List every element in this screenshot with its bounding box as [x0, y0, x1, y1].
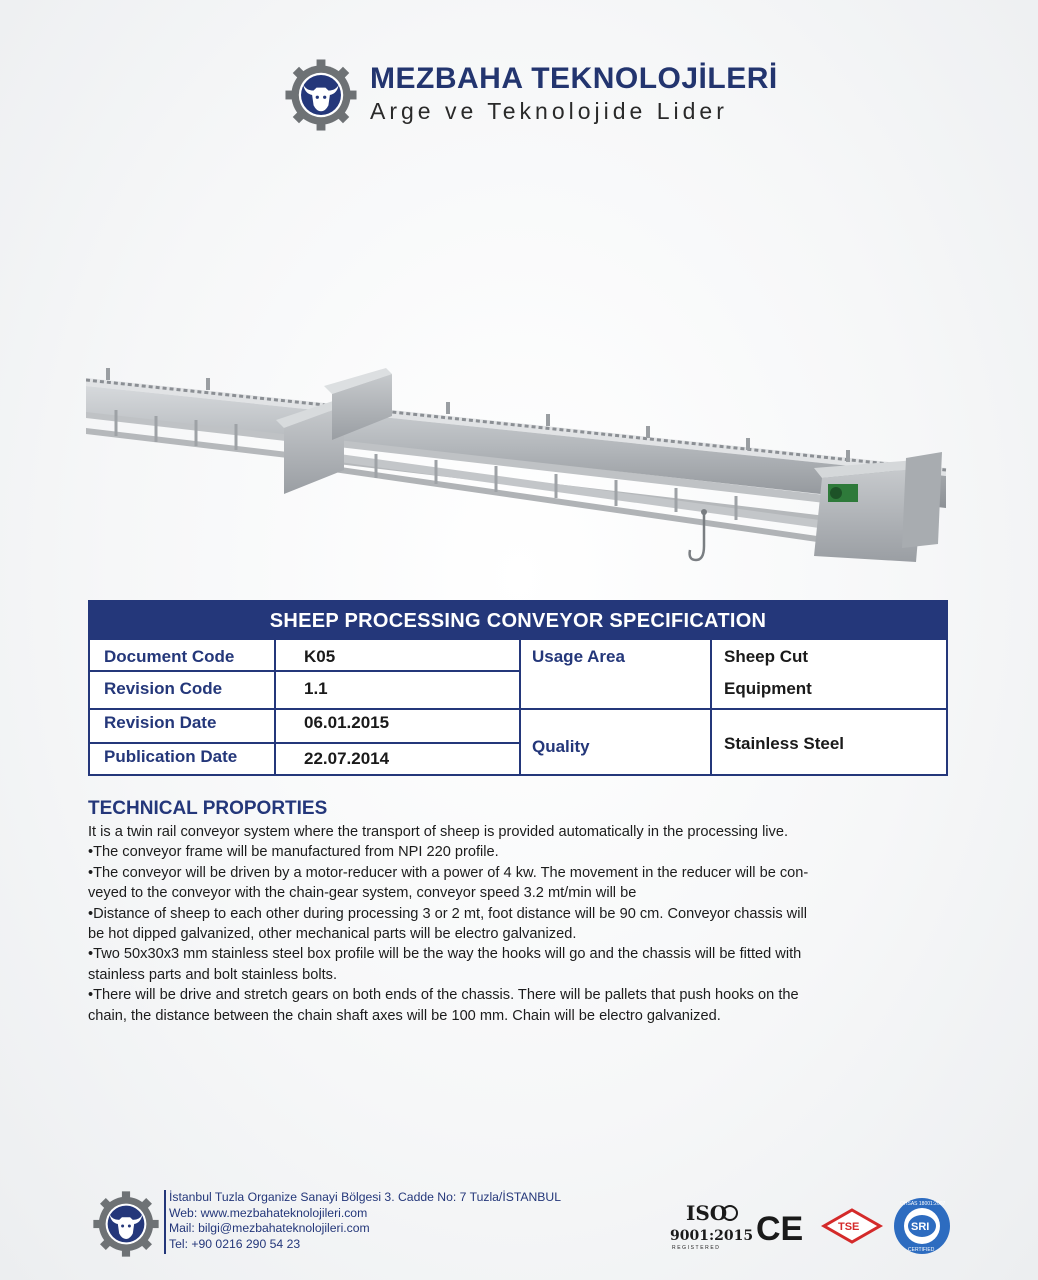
technical-line: stainless parts and bolt stainless bolts.: [88, 966, 338, 983]
brand-name: MEZBAHA TEKNOLOJİLERİ: [370, 62, 778, 95]
table-divider: [90, 742, 519, 744]
company-logo-bull-gear-icon: [284, 58, 358, 132]
technical-line: It is a twin rail conveyor system where the transport of sheep is provided automatically in the processing live.: [88, 824, 789, 840]
sri-ring-top-text: OHSAS 18001:2007: [900, 1201, 946, 1207]
revision-code-label: Revision Code: [104, 679, 223, 698]
iso-top-text: ISO: [686, 1201, 728, 1225]
specification-title: SHEEP PROCESSING CONVEYOR SPECIFICATION: [90, 602, 946, 640]
technical-line: •The conveyor frame will be manufactured from NPI 220 profile.: [88, 844, 499, 861]
tse-text: TSE: [838, 1221, 860, 1233]
page-header: [284, 58, 778, 130]
technical-line: chain, the distance between the chain shaft axes will be 100 mm. Chain will be electro galvanized.: [88, 1007, 721, 1024]
technical-line: veyed to the conveyor with the chain-gear system, conveyor speed 3.2 mt/min will be: [88, 885, 637, 902]
document-code-value: K05: [304, 647, 336, 666]
revision-date-label: Revision Date: [104, 713, 217, 732]
technical-properties-title: TECHNICAL PROPORTIES: [88, 798, 328, 819]
tse-certification-icon: [824, 1210, 880, 1242]
iso-number-text: 9001:2015: [670, 1228, 754, 1244]
footer-contact-info: [169, 1190, 561, 1252]
usage-area-value-line2: Equipment: [724, 679, 812, 698]
footer-divider: [164, 1190, 166, 1254]
sri-ring-bottom-text: CERTIFIED: [908, 1247, 935, 1253]
ce-mark-icon: CE: [756, 1210, 804, 1248]
conveyor-product-illustration: [86, 350, 956, 580]
specification-table: [88, 600, 948, 776]
technical-line: •Distance of sheep to each other during processing 3 or 2 mt, foot distance will be 90 cm. Conveyor chassis will: [88, 905, 807, 922]
footer-logo-bull-gear-icon: [92, 1190, 160, 1258]
sri-certification-icon: [894, 1198, 950, 1254]
certification-logos: [668, 1196, 958, 1258]
technical-line: •Two 50x30x3 mm stainless steel box profile will be the way the hooks will go and the chassis will be fitted with: [88, 946, 802, 963]
footer-address: İstanbul Tuzla Organize Sanayi Bölgesi 3. Cadde No: 7 Tuzla/İSTANBUL: [169, 1190, 562, 1204]
technical-line: •The conveyor will be driven by a motor-reducer with a power of 4 kw. The movement in the reducer will be con-: [88, 864, 809, 881]
revision-date-value: 06.01.2015: [304, 713, 390, 732]
sri-text: SRI: [911, 1221, 930, 1233]
iso-registered-text: REGISTERED: [672, 1245, 721, 1251]
table-divider: [90, 708, 946, 710]
usage-area-label: Usage Area: [532, 647, 625, 666]
quality-label: Quality: [532, 737, 590, 756]
revision-code-value: 1.1: [304, 679, 328, 698]
footer-mail-link[interactable]: Mail: bilgi@mezbahateknolojileri.com: [169, 1221, 370, 1236]
publication-date-label: Publication Date: [104, 747, 238, 766]
publication-date-value: 22.07.2014: [304, 749, 390, 768]
usage-area-value-line1: Sheep Cut: [724, 647, 809, 666]
document-code-label: Document Code: [104, 647, 235, 666]
table-divider: [90, 670, 519, 672]
iso-certification-icon: [670, 1201, 753, 1251]
technical-properties-section: [88, 798, 958, 1026]
footer-phone: Tel: +90 0216 290 54 23: [169, 1236, 301, 1251]
footer-web-link[interactable]: Web: www.mezbahateknolojileri.com: [169, 1205, 368, 1220]
quality-value: Stainless Steel: [724, 734, 845, 753]
brand-slogan: Arge ve Teknolojide Lider: [370, 98, 728, 124]
technical-line: be hot dipped galvanized, other mechanical parts will be electro galvanized.: [88, 926, 577, 943]
technical-line: •There will be drive and stretch gears on both ends of the chassis. There will be pallets that push hooks on the: [88, 987, 799, 1004]
